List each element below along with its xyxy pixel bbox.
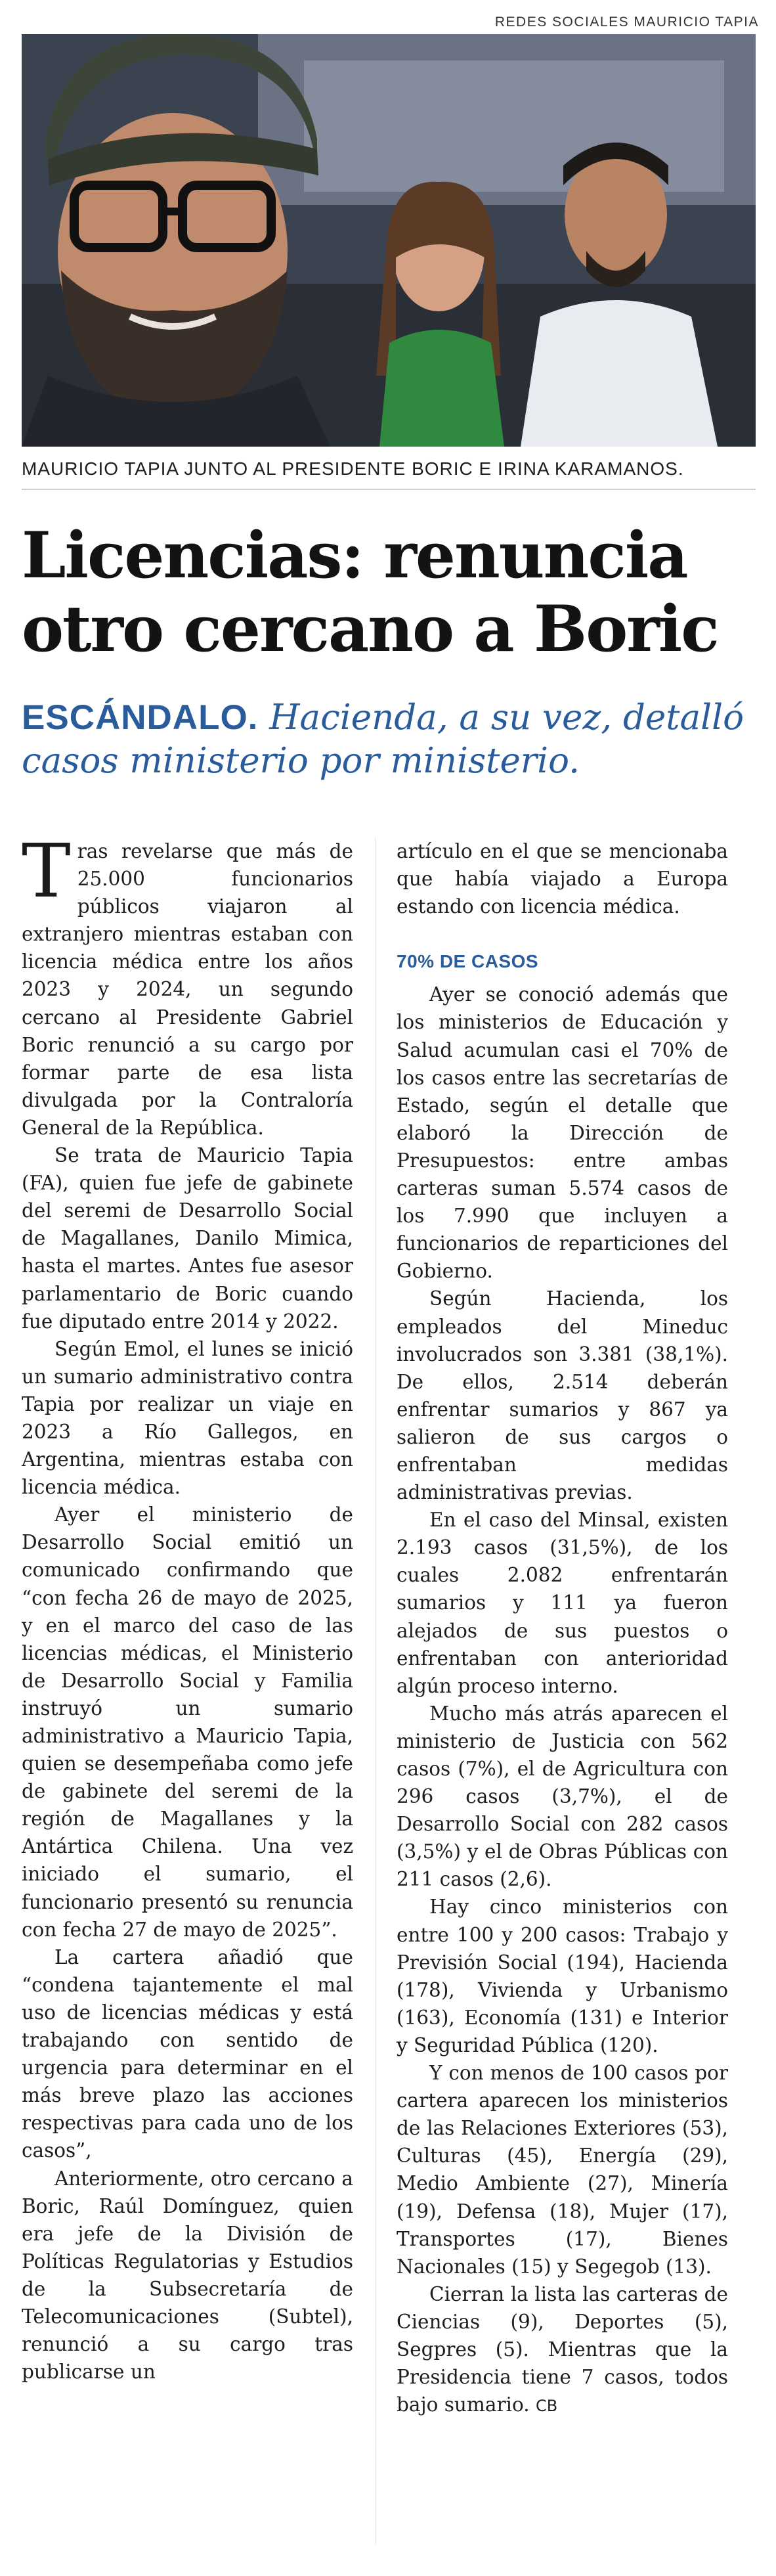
photo-credit: REDES SOCIALES MAURICIO TAPIA (494, 14, 759, 30)
end-mark: CB (536, 2397, 558, 2416)
article-paragraph (22, 829, 353, 1142)
paragraph-text: Cierran la lista las carteras de Ciencias (9), Deportes (5), Segpres (5). Mientras que la Presidencia tiene 7 casos, todos bajo sumario. (397, 2282, 728, 2416)
headline: Licencias: renuncia otro cercano a Boric (22, 518, 718, 666)
deck-kicker: ESCÁNDALO. (22, 698, 259, 737)
deck-text: Hacienda, a su vez, detalló casos ministerio por ministerio. (22, 698, 744, 781)
article-paragraph: Según Hacienda, los empleados del Mineduc involucrados son 3.381 (38,1%). De ellos, 2.514 deberán enfrentar sumarios y 867 ya salieron de sus cargos o enfrentaban medidas administrativas previas. (397, 1287, 728, 1504)
article-paragraph: Anteriormente, otro cercano a Boric, Raúl Domínguez, quien era jefe de la División de Políticas Regulatorias y Estudios de la Subsecretaría de Telecomunicaciones (Subtel), renunció a su cargo tras publicarse un (22, 2167, 353, 2384)
caption-divider (22, 489, 756, 490)
article-paragraph: La cartera añadió que “condena tajantemente el mal uso de licencias médicas y está trabajando con sentido de urgencia para determinar en el más breve plazo las acciones respectivas para cada uno de los casos”, (22, 1945, 353, 2162)
article-paragraph: En el caso del Minsal, existen 2.193 casos (31,5%), de los cuales 2.082 enfrentarán sumarios y 111 ya fueron alejados de sus puestos o enfrentaban con anterioridad algún proceso interno. (397, 1509, 728, 1697)
drop-cap: T (22, 829, 71, 914)
article-paragraph: Mucho más atrás aparecen el ministerio de Justicia con 562 casos (7%), el de Agricultura con 296 casos (3,7%), el de Desarrollo Social con 282 casos (3,5%) y el de Obras Públicas con 211 casos (2,6). (397, 1702, 728, 1891)
deck (22, 696, 756, 783)
article-photo (22, 34, 756, 447)
article-paragraph (397, 2280, 728, 2420)
paragraph-text: ras revelarse que más de 25.000 funcionarios públicos viajaron al extranjero mientras estaban con licencia médica entre los años 2023 y 2024, un segundo cercano al Presidente Gabriel Boric renunció a su cargo por formar parte de esa lista divulgada por la Contraloría General de la República. (22, 840, 353, 1139)
photo-caption: MAURICIO TAPIA JUNTO AL PRESIDENTE BORIC E IRINA KARAMANOS. (22, 458, 684, 479)
article-paragraph: artículo en el que se mencionaba que había viajado a Europa estando con licencia médica. (397, 840, 728, 918)
article-paragraph: Y con menos de 100 casos por cartera aparecen los ministerios de las Relaciones Exteriores (53), Culturas (45), Energía (29), Medio Ambiente (27), Minería (19), Defensa (18), Mujer (17), Transportes (17), Bienes Nacionales (15) y Segegob (13). (397, 2062, 728, 2278)
article-paragraph: Se trata de Mauricio Tapia (FA), quien fue jefe de gabinete del seremi de Desarrollo Social de Magallanes, Danilo Mimica, hasta el martes. Antes fue asesor parlamentario de Boric cuando fue diputado entre 2014 y 2022. (22, 1144, 353, 1333)
article-column-left (22, 829, 353, 2386)
article-paragraph: Ayer se conoció además que los ministerios de Educación y Salud acumulan casi el 70% de los casos entre las secretarías de Estado, según el detalle que elaboró la Dirección de Presupuestos: entre ambas carteras suman 5.574 casos de los 7.990 que incluyen a funcionarios de reparticiones del Gobierno. (397, 983, 728, 1283)
column-divider (375, 837, 376, 2545)
article-paragraph: Hay cinco ministerios con entre 100 y 200 casos: Trabajo y Previsión Social (194), Hacienda (178), Vivienda y Urbanismo (163), Economía (131) e Interior y Seguridad Pública (120). (397, 1896, 728, 2056)
selfie-illustration (22, 34, 756, 447)
article-column-right (397, 837, 728, 2420)
article-paragraph: Ayer el ministerio de Desarrollo Social emitió un comunicado confirmando que “con fecha 26 de mayo de 2025, y en el marco del caso de las licencias médicas, el Ministerio de Desarrollo Social y Familia instruyó un sumario administrativo a Mauricio Tapia, quien se desempeñaba como jefe de gabinete del seremi de la región de Magallanes y la Antártica Chilena. Una vez iniciado el sumario, el funcionario presentó su renuncia con fecha 27 de mayo de 2025”. (22, 1503, 353, 1941)
section-subhead: 70% DE CASOS (397, 951, 539, 972)
article-paragraph: Según Emol, el lunes se inició un sumario administrativo contra Tapia por realizar un viaje en 2023 a Río Gallegos, en Argentina, mientras estaba con licencia médica. (22, 1337, 353, 1499)
